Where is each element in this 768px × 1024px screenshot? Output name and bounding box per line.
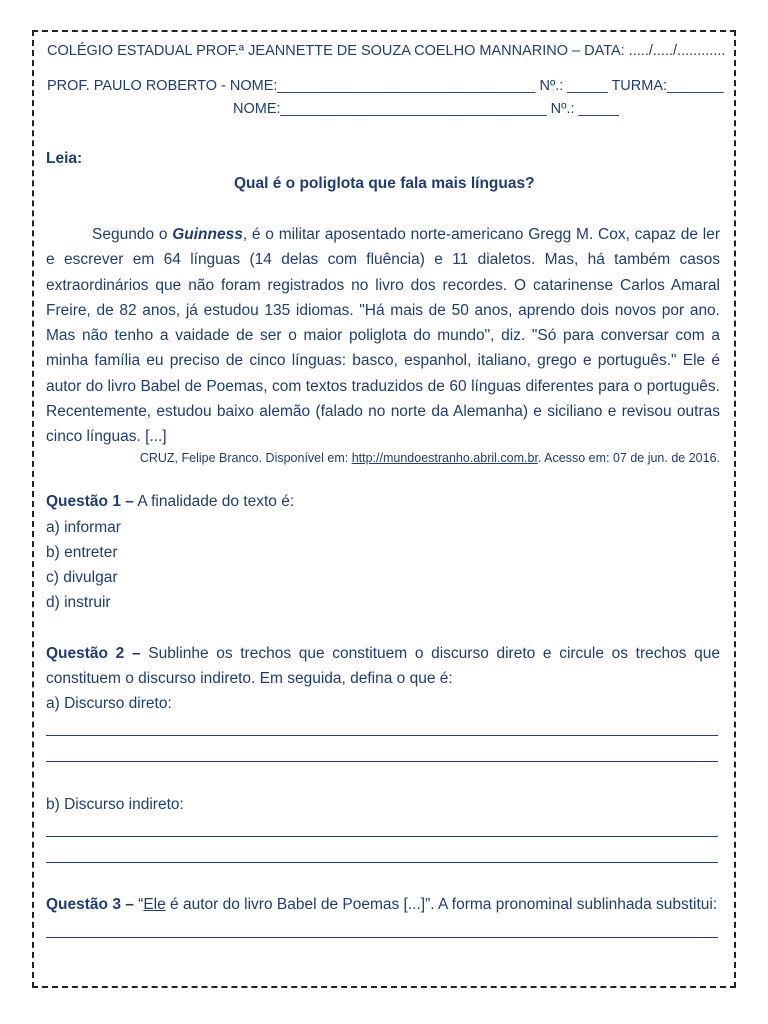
underlined-pronoun: Ele: [143, 896, 166, 913]
guinness-term: Guinness: [172, 226, 243, 243]
question-2-label: Questão 2 –: [46, 645, 141, 662]
answer-line[interactable]: [46, 862, 718, 863]
source-link[interactable]: http://mundoestranho.abril.com.br: [351, 451, 538, 465]
q1-option-c: c) divulgar: [46, 569, 118, 586]
answer-line[interactable]: [46, 937, 718, 938]
question-2: [46, 641, 720, 692]
question-3: [46, 896, 717, 914]
header-teacher-name-line: PROF. PAULO ROBERTO - NOME:________________________________ Nº.: _____ TURMA:_______: [47, 78, 724, 94]
question-3-label: Questão 3 –: [46, 896, 134, 913]
question-1-label: Questão 1 –: [46, 493, 134, 510]
question-3-prompt: é autor do livro Babel de Poemas [...]”. A forma pronominal sublinhada substitui:: [165, 896, 718, 913]
header-school-line: COLÉGIO ESTADUAL PROF.ª JEANNETTE DE SOUZA COELHO MANNARINO – DATA: ...../...../............: [47, 43, 726, 59]
answer-line[interactable]: [46, 761, 718, 762]
paragraph-start: Segundo o: [92, 226, 173, 243]
question-1: [46, 493, 294, 511]
source-suffix: . Acesso em: 07 de jun. de 2016.: [537, 451, 720, 465]
source-prefix: CRUZ, Felipe Branco. Disponível em:: [139, 451, 352, 465]
q1-option-b: b) entreter: [46, 544, 118, 561]
q1-option-d: d) instruir: [46, 594, 111, 611]
source-citation: [140, 451, 720, 465]
read-label: Leia:: [46, 150, 83, 167]
answer-line[interactable]: [46, 735, 718, 736]
question-2-prompt: Sublinhe os trechos que constituem o discurso direto e circule os trechos que constituem o discurso indireto. Em seguida, defina o que é:: [46, 645, 721, 688]
paragraph-rest: , é o militar aposentado norte-americano Gregg M. Cox, capaz de ler e escrever em 64 línguas (14 delas com fluência) e 11 dialetos. Mas, há também casos extraordinários que não foram registrados no livro dos recordes. O catarinense Carlos Amaral Freire, de 82 anos, já estudou 135 idiomas. "Há mais de 50 anos, aprendo dois novos por ano. Mas não tenho a vaidade de ser o maior poliglota do mundo", diz. "Só para conversar com a minha família eu preciso de cinco línguas: basco, espanhol, italiano, grego e português." Ele é autor do livro Babel de Poemas, com textos traduzidos de 60 línguas diferentes para o português. Recentemente, estudou baixo alemão (falado no norte da Alemanha) e siciliano e revisou outras cinco línguas. [...]: [46, 226, 721, 446]
answer-line[interactable]: [46, 836, 718, 837]
q1-option-a: a) informar: [46, 519, 121, 536]
question-3-open-quote: “: [133, 896, 144, 913]
q2-part-a-label: a) Discurso direto:: [46, 695, 172, 712]
text-title: Qual é o poliglota que fala mais línguas?: [234, 175, 535, 192]
q2-part-b-label: b) Discurso indireto:: [46, 796, 184, 813]
question-1-prompt: A finalidade do texto é:: [133, 493, 295, 510]
text-paragraph: [46, 222, 720, 450]
header-second-name-line: NOME:_________________________________ Nº.: _____: [233, 101, 619, 117]
